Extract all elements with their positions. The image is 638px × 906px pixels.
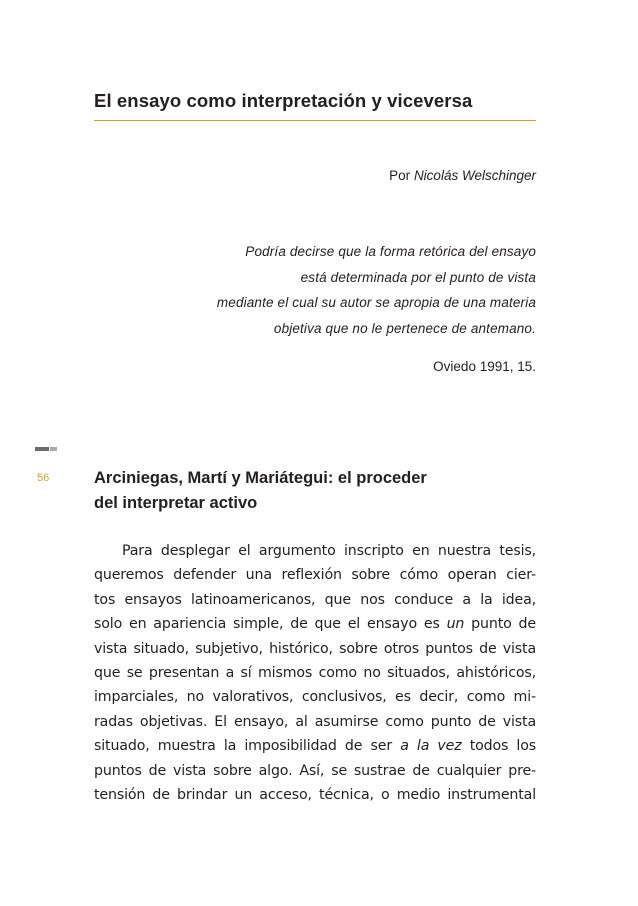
body-text-run: tensión de brindar un acceso, técnica, o medio instrumental xyxy=(94,786,536,803)
body-text-run: puntos de vista sobre algo. Así, se sustrae de cualquier pre- xyxy=(94,762,536,779)
page-marker-bar xyxy=(50,447,57,451)
epigraph xyxy=(96,239,536,341)
body-text-run: queremos defender una reflexión sobre cómo operan cier- xyxy=(94,567,536,584)
body-line xyxy=(94,759,536,783)
epigraph-line: mediante el cual su autor se apropia de una materia xyxy=(216,295,536,310)
body-text-run: que se presentan a sí mismos como no situados, ahistóricos, xyxy=(94,664,536,681)
section-heading-line: Arciniegas, Martí y Mariátegui: el proceder xyxy=(94,469,427,487)
chapter-title: El ensayo como interpretación y viceversa xyxy=(94,90,473,111)
body-text-run: imparciales, no valorativos, conclusivos, es decir, como mi- xyxy=(94,689,536,706)
body-emphasis: un xyxy=(446,616,465,633)
body-line xyxy=(94,637,536,661)
author-name: Nicolás Welschinger xyxy=(413,168,536,183)
byline xyxy=(389,168,536,183)
page-marker-bar xyxy=(35,447,49,451)
byline-prefix: Por xyxy=(389,168,414,183)
body-text-run: solo en apariencia simple, de que el ensayo es xyxy=(94,616,447,633)
body-text-run: radas objetivas. El ensayo, al asumirse como punto de vista xyxy=(94,713,536,730)
title-rule xyxy=(94,120,536,121)
epigraph-citation: Oviedo 1991, 15. xyxy=(433,359,536,374)
body-line xyxy=(94,539,536,563)
body-paragraph xyxy=(94,539,536,807)
body-text-run: Para desplegar el argumento inscripto en nuestra tesis, xyxy=(122,543,536,559)
body-line xyxy=(94,612,536,636)
page-marker xyxy=(35,447,57,451)
body-line xyxy=(94,685,536,709)
body-line xyxy=(94,783,536,807)
body-line xyxy=(94,734,536,758)
epigraph-line: está determinada por el punto de vista xyxy=(300,269,536,285)
body-text-run: situado, muestra la imposibilidad de ser xyxy=(94,738,401,755)
body-line xyxy=(94,661,536,685)
epigraph-line: Podría decirse que la forma retórica del ensayo xyxy=(245,244,536,259)
section-heading xyxy=(94,466,536,516)
body-line xyxy=(94,710,536,734)
body-emphasis: a la vez xyxy=(400,738,462,755)
body-text-run: punto de xyxy=(464,616,536,633)
body-text-run: tos ensayos latinoamericanos, que nos conduce a la idea, xyxy=(94,591,536,608)
body-line xyxy=(94,588,536,612)
page-number: 56 xyxy=(37,472,50,484)
body-line xyxy=(94,563,536,587)
body-text-run: todos los xyxy=(461,738,536,755)
body-text-run: vista situado, subjetivo, histórico, sobre otros puntos de vista xyxy=(94,640,536,657)
section-heading-line: del interpretar activo xyxy=(94,494,258,512)
epigraph-line: objetiva que no le pertenece de antemano. xyxy=(273,320,536,336)
